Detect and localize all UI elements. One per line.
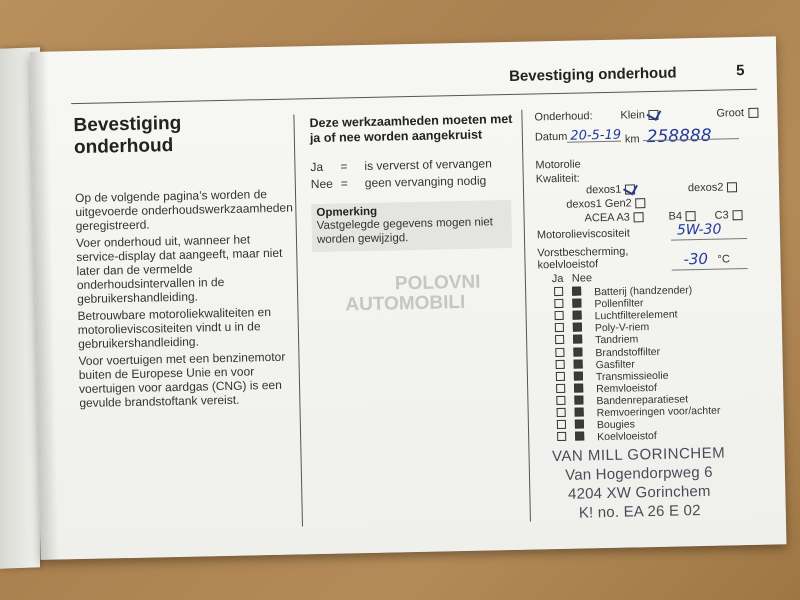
dealer-stamp [528,443,750,524]
page-number: 5 [736,62,745,80]
legend-text: is ververst of vervangen [364,156,492,174]
legend-key: Nee [310,176,333,192]
ja-checkbox[interactable] [556,372,565,381]
checklist-item-label: Batterij (handzender) [594,284,693,299]
watermark [345,273,481,316]
onderhoud-row [534,110,592,123]
checklist-item[interactable] [557,429,721,445]
checklist-item-label: Remvloeistof [596,381,657,396]
page-header-title: Bevestiging onderhoud [508,64,677,85]
instructions-heading: Deze werkzaamheden moeten met ja of nee worden aangekruist [309,111,513,146]
stamp-line-4: K! no. EA 26 E 02 [578,502,701,522]
intro-column [73,111,297,414]
datum-value[interactable]: 20-5-19 [570,127,622,144]
b4-label: B4 [668,210,683,223]
km-label: km [624,133,640,146]
watermark-line2: AUTOMOBILI [345,291,466,316]
vorst-label-1: Vorstbescherming, [537,245,629,260]
dexos2-option[interactable] [688,181,738,194]
intro-paragraph: Voor voertuigen met een benzinemotor buiten de Europese Unie en voor voertuigen voor aardgas (CNG) is een gevulde brandstoftank vereist. [78,349,286,411]
km-value[interactable]: 258888 [646,125,712,148]
c3-checkbox[interactable] [733,210,743,220]
dexos1gen2-option[interactable] [566,197,646,211]
remark-box [311,200,512,252]
dexos2-checkbox[interactable] [727,182,737,192]
viscositeit-value[interactable]: 5W-30 [676,221,722,239]
section-heading [73,111,292,160]
checklist-item-label: Koelvloeistof [597,430,657,444]
checklist-item-label: Poly-V-riem [594,321,650,335]
ja-checkbox[interactable] [557,432,566,441]
ja-checkbox[interactable] [555,335,564,344]
dexos1-label: dexos1 [585,183,622,197]
nee-checkbox[interactable] [572,287,581,296]
legend-nee [311,173,521,194]
intro-paragraph: Betrouwbare motoroliekwaliteiten en motorolieviscositeiten vindt u in de gebruikershandleiding. [77,305,272,352]
ja-checkbox[interactable] [557,408,566,417]
nee-checkbox[interactable] [572,299,581,308]
remark-text: Vastgelegde gegevens mogen niet worden gewijzigd. [316,216,494,247]
groot-label: Groot [716,107,745,120]
c3-label: C3 [714,209,729,222]
ja-checkbox[interactable] [555,311,564,320]
nee-checkbox[interactable] [574,395,583,404]
remark-title: Opmerking [316,205,378,220]
dexos1-checkbox[interactable] [625,184,635,194]
vorst-unit: °C [717,253,730,266]
stamp-line-1: VAN MILL GORINCHEM [551,444,726,466]
acea-checkbox[interactable] [634,212,644,222]
dexos1gen2-checkbox[interactable] [636,198,646,208]
groot-checkbox[interactable] [748,108,758,118]
dexos1gen2-label: dexos1 Gen2 [566,197,632,211]
checklist-item-label: Bandenreparatieset [596,393,689,408]
klein-option[interactable] [620,109,659,122]
onderhoud-label: Onderhoud: [534,110,593,124]
nee-checkbox[interactable] [575,420,584,429]
viscositeit-label: Motorolieviscositeit [536,227,630,242]
datum-label: Datum [534,130,568,144]
ja-checkbox[interactable] [557,420,566,429]
dexos1-option[interactable] [586,183,636,196]
nee-checkbox[interactable] [575,432,584,441]
nee-checkbox[interactable] [573,323,582,332]
instructions-column [309,112,522,252]
vorst-label-2: koelvloeistof [537,258,599,272]
watermark-line1: POLOVNI [394,271,481,295]
motorolie-label: Motorolie [535,158,581,172]
checklist-item-label: Transmissieolie [595,369,669,383]
legend-text: geen vervanging nodig [364,173,487,191]
section-heading-line1: Bevestiging [73,112,182,137]
nee-column-header: Nee [571,272,593,285]
nee-checkbox[interactable] [574,371,583,380]
ja-checkbox[interactable] [555,347,564,356]
checklist-item-label: Remvoeringen voor/achter [596,404,721,420]
checklist-item-label: Bougies [596,418,636,432]
b4-option[interactable] [668,210,696,223]
ja-column-header: Ja [551,272,564,286]
checklist-item-label: Brandstoffilter [595,345,661,359]
legend-equals: = [340,176,348,191]
klein-checkbox[interactable] [649,110,659,120]
checklist [554,284,721,445]
intro-paragraph: Op de volgende pagina’s worden de uitgevoerde onderhoudswerkzaamheden geregistreerd. [74,187,293,234]
maintenance-form [534,107,766,444]
checklist-item-label: Tandriem [595,333,639,347]
nee-checkbox[interactable] [573,311,582,320]
nee-checkbox[interactable] [573,347,582,356]
viscositeit-underline [671,238,747,241]
nee-checkbox[interactable] [574,383,583,392]
ja-checkbox[interactable] [555,323,564,332]
dexos2-label: dexos2 [687,181,724,195]
booklet-page [30,36,786,560]
vorst-underline [672,268,748,271]
ja-checkbox[interactable] [556,359,565,368]
kwaliteit-label: Kwaliteit: [535,172,580,186]
nee-checkbox[interactable] [574,359,583,368]
checklist-item-label: Gasfilter [595,358,635,371]
nee-checkbox[interactable] [573,335,582,344]
ja-checkbox[interactable] [554,287,563,296]
section-heading-line2: onderhoud [73,135,174,159]
nee-checkbox[interactable] [575,407,584,416]
km-row [625,126,712,148]
ja-checkbox[interactable] [554,299,563,308]
c3-option[interactable] [714,209,742,222]
intro-paragraph: Voer onderhoud uit, wanneer het service-display dat aangeeft, maar niet later dan de vermelde onderhoudsintervallen in de gebruikershandleiding. [75,232,283,307]
legend-key: Ja [310,159,324,175]
acea-option[interactable] [584,211,644,224]
acea-label: ACEA A3 [584,211,630,225]
ja-checkbox[interactable] [556,396,565,405]
header-rule [71,89,757,104]
stamp-line-2: Van Hogendorpweg 6 [564,463,713,484]
vorst-value[interactable]: -30 [683,249,709,269]
checklist-item-label: Luchtfilterelement [594,308,678,323]
checklist-item-label: Pollenfilter [594,297,644,311]
legend-equals: = [340,159,348,174]
groot-option[interactable] [716,107,758,120]
stamp-line-3: 4204 XW Gorinchem [567,482,711,503]
b4-checkbox[interactable] [686,211,696,221]
klein-label: Klein [620,109,646,122]
ja-checkbox[interactable] [556,384,565,393]
